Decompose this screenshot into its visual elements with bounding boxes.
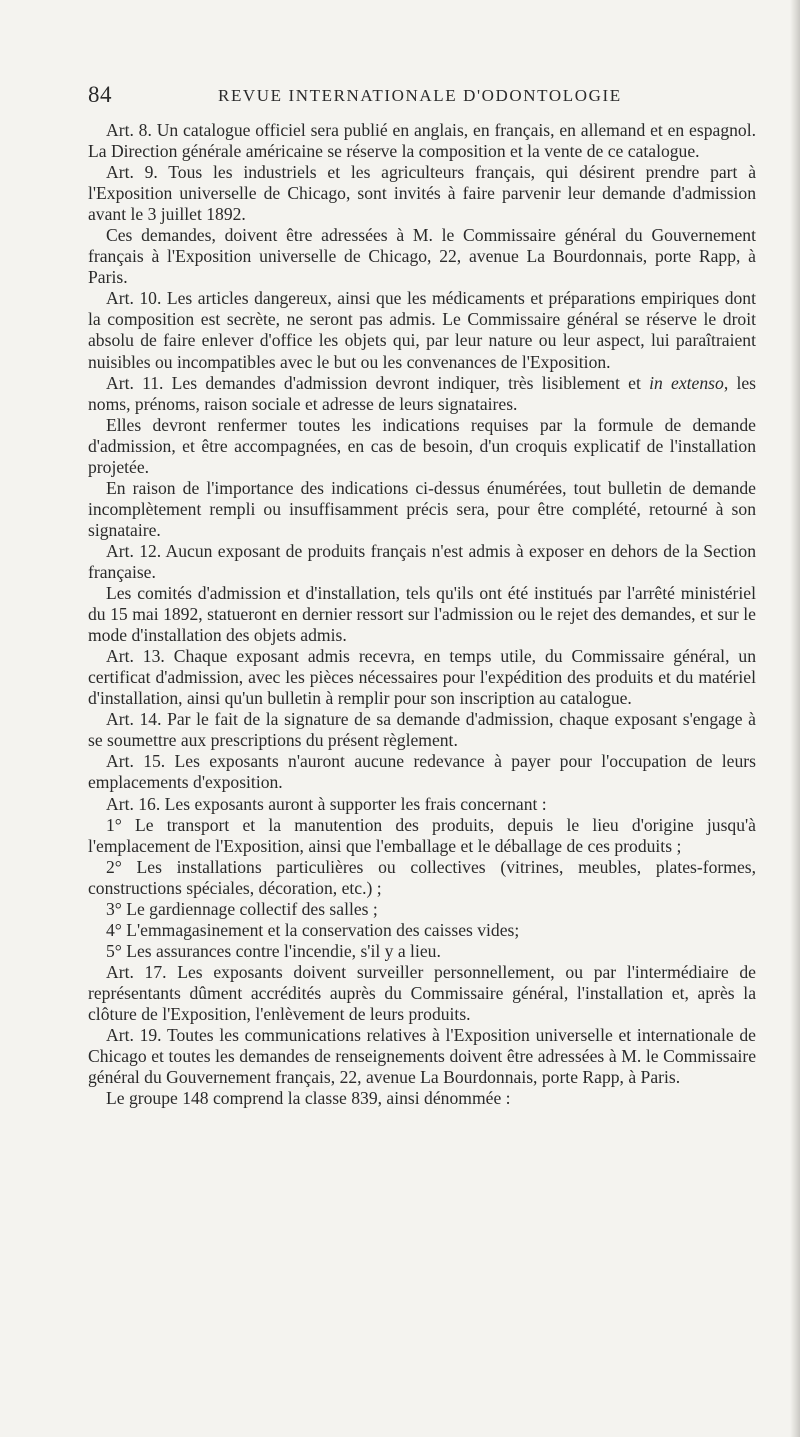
paragraph-art-9: Art. 9. Tous les industriels et les agriculteurs français, qui désirent prendre part à l'Exposition universelle de Chicago, sont invités à faire parvenir leur demande d'admission avant le 3 juillet 1892. <box>88 162 756 225</box>
paragraph-art-15: Art. 15. Les exposants n'auront aucune redevance à payer pour l'occupation de leurs emplacements d'exposition. <box>88 751 756 793</box>
list-item-emmagasinement: 4° L'emmagasinement et la conservation des caisses vides; <box>106 919 520 940</box>
paragraph-art-14: Art. 14. Par le fait de la signature de sa demande d'admission, chaque exposant s'engage à se soumettre aux prescriptions du présent règlement. <box>88 709 756 751</box>
paragraph-demandes: Ces demandes, doivent être adressées à M. le Commissaire général du Gouvernement français à l'Exposition universelle de Chicago, 22, avenue La Bourdonnais, porte Rapp, à Paris. <box>88 225 756 288</box>
list-item-assurances: 5° Les assurances contre l'incendie, s'il y a lieu. <box>106 940 441 961</box>
paragraph-importance: En raison de l'importance des indications ci-dessus énumérées, tout bulletin de demande incomplètement rempli ou insuffisamment précis sera, pour être complété, retourné à son signataire. <box>88 477 756 540</box>
body-text <box>88 120 756 1109</box>
paragraph-art-8: Art. 8. Un catalogue officiel sera publié en anglais, en français, en allemand et en espagnol. La Direction générale américaine se réserve la composition et la vente de ce catalogue. <box>88 120 756 162</box>
paragraph-comites: Les comités d'admission et d'installation, tels qu'ils ont été institués par l'arrêté ministériel du 15 mai 1892, statueront en dernier ressort sur l'admission ou le rejet des demandes, et sur le mode d'installation des objets admis. <box>88 583 756 646</box>
paragraph-groupe-148: Le groupe 148 comprend la classe 839, ainsi dénommée : <box>106 1088 511 1109</box>
paragraph-art-12: Art. 12. Aucun exposant de produits français n'est admis à exposer en dehors de la Section française. <box>88 540 756 582</box>
list-item-installations: 2° Les installations particulières ou collectives (vitrines, meubles, plates-formes, constructions spéciales, décoration, etc.) ; <box>88 856 756 898</box>
paragraph-indications: Elles devront renfermer toutes les indications requises par la formule de demande d'admission, et être accompagnées, en cas de besoin, d'un croquis explicatif de l'installation projetée. <box>88 414 756 477</box>
paragraph-art-11: Art. 11. Les demandes d'admission devront indiquer, très lisiblement et in extenso, les noms, prénoms, raison sociale et adresse de leurs signataires. <box>88 372 757 414</box>
page-header <box>88 82 748 112</box>
paragraph-art-10: Art. 10. Les articles dangereux, ainsi que les médicaments et préparations empiriques dont la composition est secrète, ne seront pas admis. Le Commissaire général se réserve le droit absolu de faire enlever d'office les objets qui, par leur nature ou leur aspect, lui paraîtraient nuisibles ou incompatibles avec le but ou les convenances de l'Exposition. <box>88 288 756 372</box>
list-item-gardiennage: 3° Le gardiennage collectif des salles ; <box>106 898 378 919</box>
paragraph-art-16: Art. 16. Les exposants auront à supporter les frais concernant : <box>106 793 547 814</box>
paragraph-art-13: Art. 13. Chaque exposant admis recevra, en temps utile, du Commissaire général, un certificat d'admission, avec les pièces nécessaires pour l'expédition des produits et du matériel d'installation, ainsi qu'un bulletin à remplir pour son inscription au catalogue. <box>88 646 756 709</box>
paragraph-art-19: Art. 19. Toutes les communications relatives à l'Exposition universelle et internationale de Chicago et toutes les demandes de renseignements doivent être adressées à M. le Commissaire général du Gouvernement français, 22, avenue La Bourdonnais, porte Rapp, à Paris. <box>88 1025 756 1088</box>
page-edge-shadow <box>790 0 800 1437</box>
list-item-transport: 1° Le transport et la manutention des produits, depuis le lieu d'origine jusqu'à l'emplacement de l'Exposition, ainsi que l'emballage et le déballage de ces produits ; <box>88 814 756 856</box>
paragraph-art-17: Art. 17. Les exposants doivent surveiller personnellement, ou par l'intermédiaire de représentants dûment accrédités auprès du Commissaire général, l'installation et, après la clôture de l'Exposition, l'enlèvement de leurs produits. <box>88 961 756 1024</box>
running-head: REVUE INTERNATIONALE D'ODONTOLOGIE <box>218 86 622 105</box>
page-number: 84 <box>88 82 112 107</box>
